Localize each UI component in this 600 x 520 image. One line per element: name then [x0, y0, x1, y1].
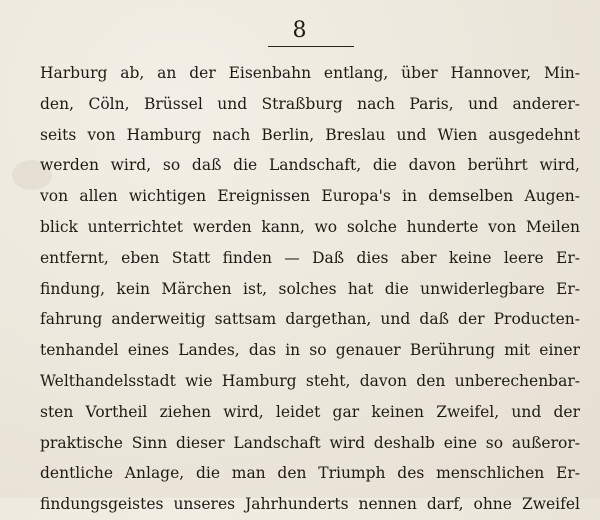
- text-line: werden wird, so daß die Landschaft, die davon berührt wird,: [40, 156, 580, 175]
- text-line: entfernt, eben Statt finden — Daß dies aber keine leere Er-: [40, 248, 580, 267]
- text-line: tenhandel eines Landes, das in so genauer Berührung mit einer: [40, 341, 580, 360]
- text-line: den, Cöln, Brüssel und Straßburg nach Paris, und anderer-: [40, 94, 580, 113]
- text-line: findungsgeistes unseres Jahrhunderts nennen darf, ohne Zweifel: [40, 495, 580, 514]
- body-text: [40, 58, 580, 520]
- text-line: sten Vortheil ziehen wird, leidet gar keinen Zweifel, und der: [40, 402, 580, 421]
- text-line: seits von Hamburg nach Berlin, Breslau und Wien ausgedehnt: [40, 125, 580, 144]
- text-line: findung, kein Märchen ist, solches hat die unwiderlegbare Er-: [40, 279, 580, 298]
- page-number: 8: [292, 18, 308, 43]
- text-line: Welthandelsstadt wie Hamburg steht, davon den unberechenbar-: [40, 371, 580, 390]
- text-line: Harburg ab, an der Eisenbahn entlang, über Hannover, Min-: [40, 64, 580, 82]
- text-line: dentliche Anlage, die man den Triumph des menschlichen Er-: [40, 464, 580, 483]
- text-line: blick unterrichtet werden kann, wo solche hunderte von Meilen: [40, 217, 580, 236]
- text-line: fahrung anderweitig sattsam dargethan, und daß der Producten-: [40, 310, 580, 329]
- text-line: von allen wichtigen Ereignissen Europa's in demselben Augen-: [40, 187, 580, 206]
- text-line: praktische Sinn dieser Landschaft wird deshalb eine so außeror-: [40, 433, 580, 452]
- header-rule: [268, 46, 354, 47]
